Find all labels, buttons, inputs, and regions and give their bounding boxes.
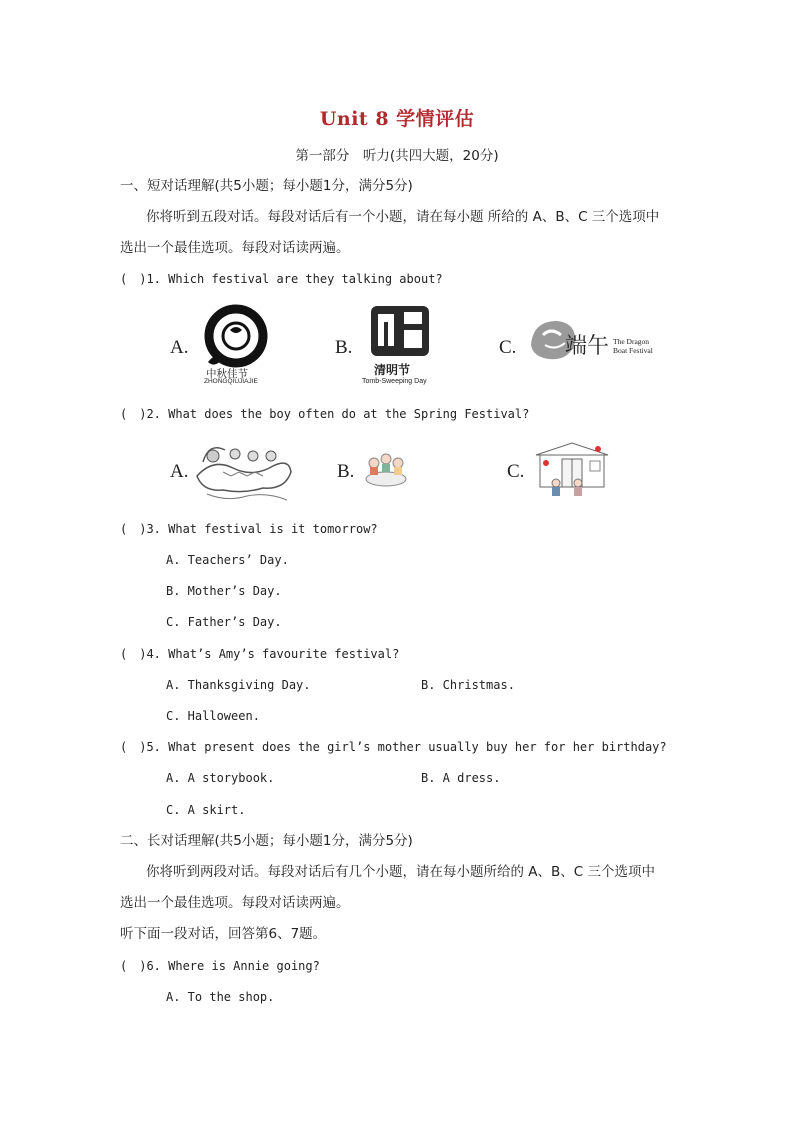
dragon-boat-caption: 端午 (565, 334, 610, 359)
tomb-sweeping-english: Tomb-Sweeping Day (362, 378, 427, 385)
section2-instruction-line2: 选出一个最佳选项。每段对话读两遍。 (120, 895, 350, 911)
mid-autumn-caption: 中秋佳节 (206, 368, 248, 380)
question-4-stem: ( )4. What’s Amy’s favourite festival? (120, 647, 400, 661)
section1-instruction-line2: 选出一个最佳选项。每段对话读两遍。 (120, 240, 350, 256)
dragon-boat-english (613, 337, 653, 355)
section1-heading: 一、短对话理解(共5小题；每小题1分，满分5分) (120, 178, 413, 194)
mid-autumn-festival-image (200, 302, 272, 388)
q3-option-c: C. Father’s Day. (166, 615, 282, 629)
section2-instruction-line3: 听下面一段对话，回答第6、7题。 (120, 926, 327, 942)
q4-option-c: C. Halloween. (166, 709, 260, 723)
q5-option-b: B. A dress. (421, 771, 501, 785)
mid-autumn-pinyin: ZHONGQIUJIAJIE (204, 378, 258, 385)
q2-option-c-label: C. (507, 461, 525, 482)
q4-option-b: B. Christmas. (421, 678, 515, 692)
dragon-dance-image (193, 432, 295, 504)
question-1-stem: ( )1. Which festival are they talking about? (120, 272, 443, 286)
question-5-stem: ( )5. What present does the girl’s mother usually buy her for her birthday? (120, 740, 667, 754)
q1-option-b-label: B. (335, 337, 353, 358)
tomb-sweeping-caption: 清明节 (374, 363, 411, 377)
family-dinner-image (362, 449, 410, 491)
dragon-boat-english-line2: Boat Festival (613, 346, 653, 355)
section2-instruction-line1: 你将听到两段对话。每段对话后有几个小题，请在每小题所给的 A、B、C 三个选项中 (146, 864, 656, 880)
section2-heading: 二、长对话理解(共5小题；每小题1分，满分5分) (120, 833, 413, 849)
question-3-stem: ( )3. What festival is it tomorrow? (120, 522, 378, 536)
q5-option-c: C. A skirt. (166, 803, 246, 817)
dragon-boat-english-line1: The Dragon (613, 337, 650, 346)
visiting-relatives-image (532, 439, 612, 499)
q6-option-a: A. To the shop. (166, 990, 275, 1004)
question-6-stem: ( )6. Where is Annie going? (120, 959, 320, 973)
page-title: Unit 8 学情评估 (319, 108, 475, 130)
q1-option-c-label: C. (499, 337, 517, 358)
q2-option-a-label: A. (170, 461, 189, 482)
q3-option-b: B. Mother’s Day. (166, 584, 282, 598)
q2-option-b-label: B. (337, 461, 355, 482)
part-heading: 第一部分 听力(共四大题，20分) (295, 148, 499, 164)
question-2-stem: ( )2. What does the boy often do at the Spring Festival? (120, 407, 530, 421)
q4-option-a: A. Thanksgiving Day. (166, 678, 311, 692)
q1-option-a-label: A. (170, 337, 189, 358)
q3-option-a: A. Teachers’ Day. (166, 553, 289, 567)
tomb-sweeping-day-image (360, 304, 442, 390)
dragon-boat-festival-image (525, 315, 665, 375)
q5-option-a: A. A storybook. (166, 771, 275, 785)
section1-instruction-line1: 你将听到五段对话。每段对话后有一个小题，请在每小题 所给的 A、B、C 三个选项中 (146, 209, 660, 225)
